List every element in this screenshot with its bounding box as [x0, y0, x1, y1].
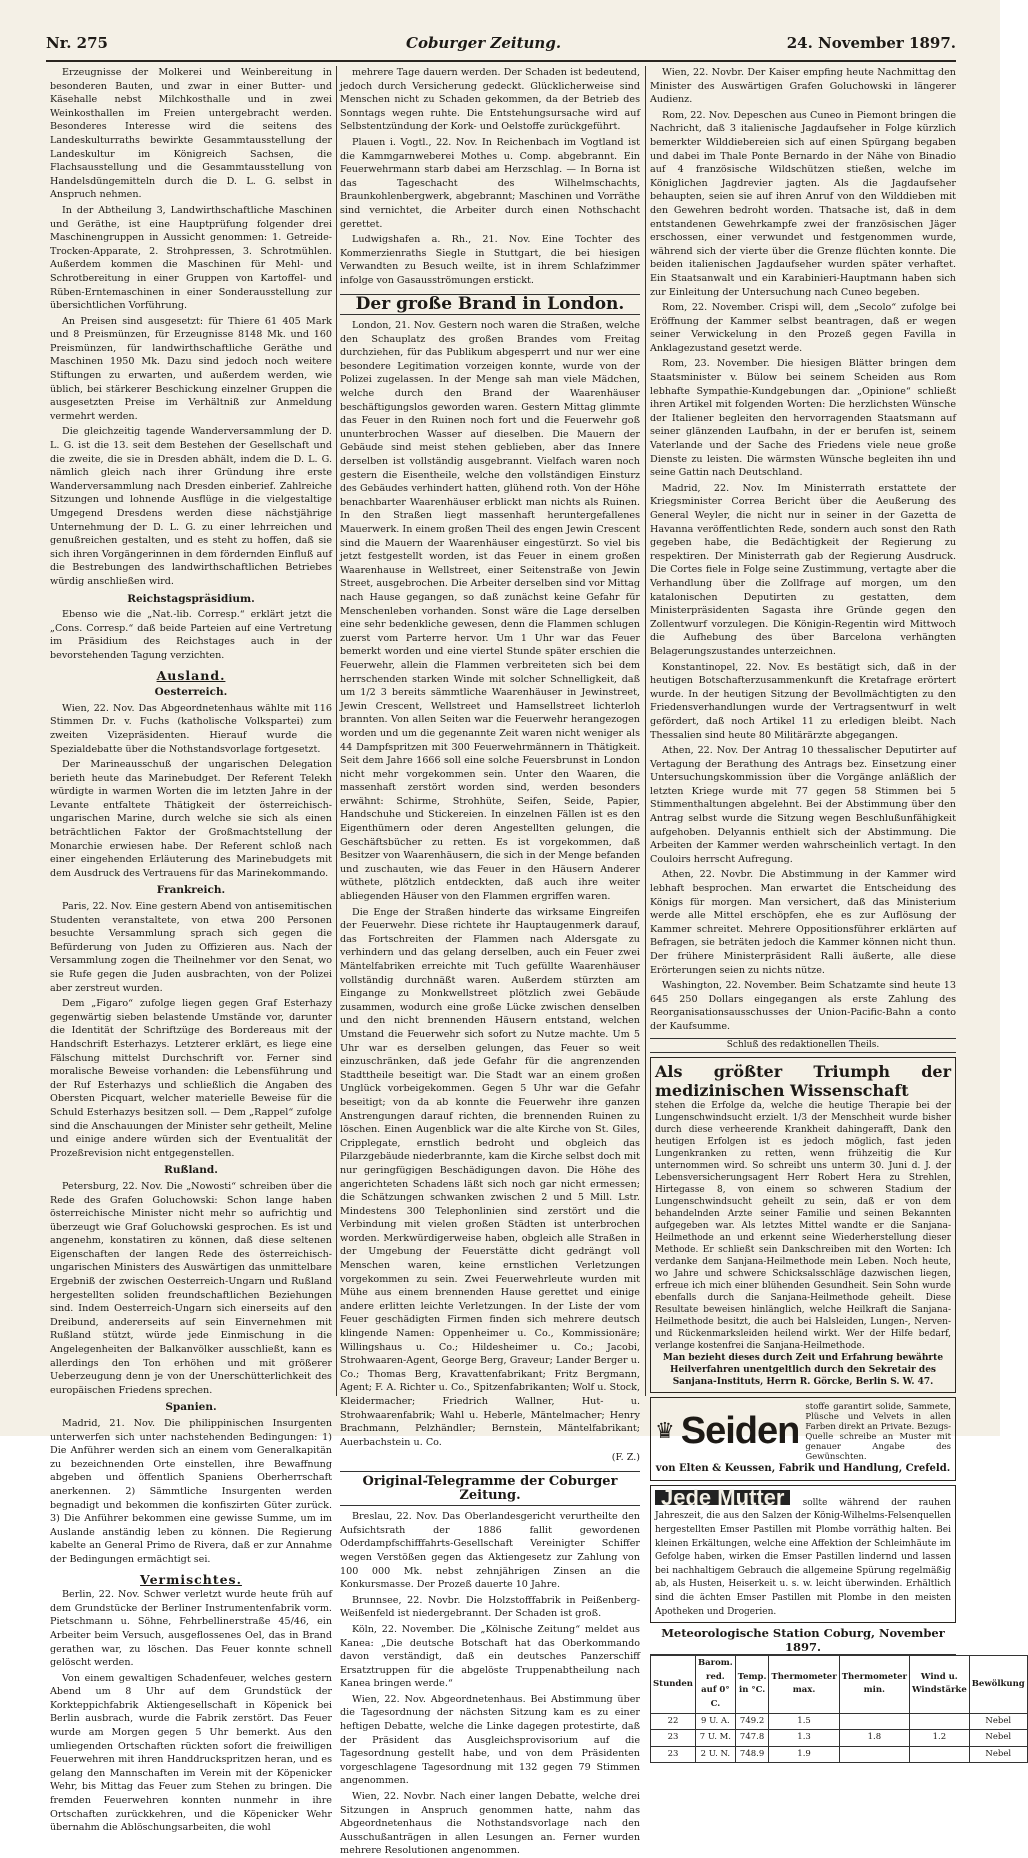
table-cell: 1.9 — [769, 1746, 839, 1763]
telegram-paragraph: Rom, 22. November. Crispi will, dem „Secolo“ zufolge bei Eröffnung der Kammer selbst beantragen, daß er wegen seiner Verwickelung in den Prozeß gegen Favilla in Anklagezustand gesetzt werde. — [650, 302, 956, 354]
ad-footer: Man bezieht dieses durch Zeit und Erfahrung bewährte Heilverfahren unentgeltlich durch den Sekretair des Sanjana-Instituts, Herrn R. Görcke, Berlin S. W. 47. — [662, 1353, 944, 1388]
table-cell: 9 U. A. — [695, 1713, 735, 1730]
issue-number: Nr. 275 — [46, 34, 108, 52]
telegram-paragraph: Brunnsee, 22. Novbr. Die Holzstofffabrik in Peißenberg-Weißenfeld ist niedergebrannt. Der Schaden ist groß. — [340, 1594, 640, 1620]
table-cell: 749.2 — [735, 1713, 769, 1730]
telegram-paragraph: Konstantinopel, 22. Nov. Es bestätigt sich, daß in der heutigen Botschafterzusammenkunft die Kretafrage erörtert wurde. In der heutigen Sitzung der Bevollmächtigten zu den Friedensverhandlungen wurde der Vertragsentwurf in welt gefördert, daß noch Artikel 11 zu erledigen bleibt. Nach Thessalien sind heute 80 Militärärzte abgegangen. — [650, 661, 956, 741]
column-2 — [340, 66, 640, 1857]
telegram-paragraph: Rom, 22. Nov. Depeschen aus Cuneo in Piemont bringen die Nachricht, daß 3 italienische Jagdaufseher in Folge kürzlich bemerkter Wilddiebereien sich auf einen Spürgang begaben und dabei im Thale Ponte Bernardo in der Nähe von Binadio auf 4 französische Wildschützen stießen, welche im Königlichen Jagdrevier jagten. Als die Jagdaufseher behaupten, seien sie auf ihren Anruf von den Wilddieben mit den Gewehren bedroht worden. Thatsache ist, daß in dem entstandenen Gewehrkampfe zwei der französischen Jäger erschossen, einer verwundet und festgenommen wurde, während sich der vierte über die Grenze flüchten konnte. Die beiden italienischen Jagdaufseher wurden später verhaftet. Ein Staatsanwalt und ein Karabinieri-Hauptmann haben sich zur Einleitung der Untersuchung nach Cuneo begeben. — [650, 109, 956, 298]
ad-headline: Seiden — [680, 1410, 800, 1453]
article-paragraph: Ebenso wie die „Nat.-lib. Corresp.“ erklärt jetzt die „Cons. Corresp.“ daß beide Parteien auf eine Vertretung im Präsidium des Reichstages auch in der bevorstehenden Tagung verzichten. — [50, 609, 332, 661]
subheading: Rußland. — [164, 1164, 218, 1177]
masthead-title: Coburger Zeitung. — [406, 34, 562, 52]
column-rule — [336, 66, 337, 1396]
ad-body: sollte während der rauhen Jahreszeit, die aus den Salzen der König-Wilhelms-Felsenquellen hergestellten Emser Pastillen mit Plombe vorräthig halten. Bei kleinen Erkältungen, welche eine Affektion der Schleimhäute im Gefolge haben, wirken die Emser Pastillen lindernd und lassen bei nachhaltigem Gebrauch die allgemeine Spürung regelmäßig ab, als Husten, Heiserkeit u. s. w. leicht überwinden. Erhältlich sind die ächten Emser Pastillen mit Plombe in den meisten Apotheken und Drogerien. — [655, 1497, 951, 1617]
article-paragraph: Petersburg, 22. Nov. Die „Nowosti“ schreiben über die Rede des Grafen Goluchowski: Schon lange haben österreichische Minister nicht mehr so aufrichtig und überzeugt wie Graf Goluchowski gesprochen. Es ist und angenehm, konstatiren zu können, daß diese seltenen Eigenschaften der langen Rede des österreichisch-ungarischen Ministers des Auswärtigen das unmittelbare Ergebniß der zwischen Oesterreich-Ungarn und Rußland hergestellten soliden freundschaftlichen Beziehungen sind. Indem Oesterreich-Ungarn sich einerseits auf den Dreibund, andererseits auf sein Einvernehmen mit Rußland stützt, würde jede Einmischung in die Angelegenheiten der Balkanvölker ausschließt, kann es allerdings den Ton erhöhen und mit größerer Ueberzeugung denn je von der Unerschütterlichkeit des europäischen Friedens sprechen. — [50, 1180, 332, 1396]
ad-headline: Jede Mutter — [655, 1490, 790, 1506]
table-cell — [909, 1713, 969, 1730]
article-paragraph: Wien, 22. Nov. Das Abgeordnetenhaus wählte mit 116 Stimmen Dr. v. Fuchs (katholische Volkspartei) zum zweiten Vizepräsidenten. Hierauf wurde die Spezialdebatte über die Nothstandsvorlage fortgesetzt. — [50, 702, 332, 755]
table-cell — [839, 1713, 909, 1730]
section-heading: Vermischtes. — [140, 1571, 242, 1587]
subheading: Oesterreich. — [154, 686, 228, 699]
article-headline: Der große Brand in London. — [340, 294, 640, 316]
telegram-paragraph: Washington, 22. November. Beim Schatzamte sind heute 13 645 250 Dollars eingegangen als erste Zahlung des Reorganisationsausschusses der Union-Pacific-Bahn a conto der Kaufsumme. — [650, 980, 956, 1032]
table-cell: 23 — [651, 1730, 696, 1747]
article-paragraph: Die Enge der Straßen hinderte das wirksame Eingreifen der Feuerwehr. Diese richtete ihr Hauptaugenmerk darauf, das Fortschreiten der Flammen nach Aldersgate zu verhindern und das gelang derselben, auch ein Feuer zwei Mäntelfabriken erreichte mit Tuch gefüllte Waarenhäuser vollständig durchnäßt waren. Außerdem stürzten am Eingange zu Monkwellstreet plötzlich zwei Gebäude zusammen, wodurch eine große Lücke zwischen denselben und den nicht brennenden Häusern entstand, welchen Umstand die Feuerwehr sich sofort zu Nutze machte. Um 5 Uhr war es derselben gelungen, das Feuer so weit einzuschränken, daß jede Gefahr für die angrenzenden Stadttheile beseitigt war. Die Stadt war an einem großen Unglück vorbeigekommen. Gegen 5 Uhr war die Gefahr beseitigt; von da ab konnte die Feuerwehr ihre ganzen Anstrengungen darauf richten, die brennenden Ruinen zu löschen. Einen Augenblick war die alte Kirche von St. Giles, Cripplegate, ernstlich bedroht und obgleich das Pilarzgebäude niederbrannte, kam die Kirche selbst doch mit nur geringfügigen Beschädigungen davon. Die Höhe des angerichteten Schadens läßt sich noch gar nicht ermessen; die Schätzungen schwanken zwischen 2 und 5 Mill. Lstr. Mindestens 300 Telephonlinien sind zerstört und die Verbindung mit vielen großen Städten ist unterbrochen worden. Merkwürdigerweise haben, obgleich alle Straßen in der Umgebung der Feuerstätte dicht gedrängt voll Menschen waren, keine ernstlichen Verletzungen vorgekommen zu sein. Zwei Feuerwehrleute wurden mit Mühe aus einem brennenden Hause gerettet und einige andere erlitten leichte Verletzungen. In der Liste der vom Feuer geschädigten Firmen finden sich mehrere deutsch klingende Namen: Oppenheimer u. Co., Kommissionäre; Willingshaus u. Co.; Hildesheimer u. Co.; Jacobi, Strohwaaren-Agent, George Berg, Graveur; Lander Berger u. Co.; Thomas Berg, Kravattenfabrikant; Fritz Bergmann, Agent; F. A. Richter u. Co., Spitzenfabrikanten; Wolf u. Stock, Kleidermacher; Friedrich Wallner, Hut- u. Strohwaarenfabrik; Wahl u. Heberle, Mäntelmacher; Henry Brachmann, Pelzhändler; Bernstein, Mäntelfabrikant; Auerbachstein u. Co. — [340, 906, 640, 1448]
article-paragraph: In der Abtheilung 3, Landwirthschaftliche Maschinen und Geräthe, ist eine Hauptprüfung folgender drei Maschinengruppen in Aussicht genommen: 1. Getreide-Trocken-Apparate, 2. Strohpressen, 3. Schrotmühlen. Außerdem kommen die Maschinen für Mehl- und Schrotbereitung in einer Gruppen von Kartoffel- und Rüben-Erntemaschinen in einer Sonderausstellung zur übersichtlichen Vorführung. — [50, 204, 332, 312]
table-cell: 7 U. M. — [695, 1730, 735, 1747]
telegram-paragraph: Wien, 22. Novbr. Nach einer langen Debatte, welche drei Sitzungen in Anspruch genommen hatte, nahm das Abgeordnetenhaus die Nothstandsvorlage nach den Ausschußanträgen in allen Lesungen an. Ferner wurden mehrere Resolutionen angenommen. — [340, 1791, 640, 1857]
advertisement-medical — [650, 1057, 956, 1393]
column-header: Stunden — [651, 1656, 696, 1713]
telegram-paragraph: Athen, 22. Nov. Der Antrag 10 thessalischer Deputirter auf Vertagung der Berathung des Antrags bez. Einsetzung einer Untersuchungskommission über die Vorgänge anläßlich der letzten Kriege wurde mit 77 gegen 58 Stimmen bei 5 Stimmenthaltungen abgelehnt. Bei der Abstimmung über den Antrag selbst wurde die Sitzung wegen Beschlußunfähigkeit aufgehoben. Delyannis enthielt sich der Abstimmung. Die Arbeiten der Kammer werden wahrscheinlich vertagt. In den Couloirs herrscht Aufregung. — [650, 745, 956, 865]
article-paragraph: Erzeugnisse der Molkerei und Weinbereitung in besonderen Bauten, und zwar in einer Butter- und Käsehalle nebst Milchkosthalle und in zwei Weinkosthallen im Freien untergebracht werden. Besonderes Interesse wird die seitens des Landeskulturraths bewirkte Gesammtausstellung der Landeskultur im Königreich Sachsen, die Flachsausstellung und die Gesammtausstellung von Handelsdüngemitteln durch die D. L. G. selbst in Anspruch nehmen. — [50, 67, 332, 201]
editorial-end-line: Schluß des redaktionellen Theils. — [650, 1038, 956, 1054]
advertisement-pastilles — [650, 1485, 956, 1623]
table-cell: 2 U. N. — [695, 1746, 735, 1763]
table-row — [651, 1746, 1028, 1763]
advertisement-silk — [650, 1397, 956, 1481]
ad-body: stoffe garantirt solide, Sammete, Plüsche und Velvets in allen Farben direkt an Private. Bezugs-Quelle schreibe an Muster mit genauer Angabe des Gewünschten. — [805, 1402, 951, 1463]
table-cell: 748.9 — [735, 1746, 769, 1763]
table-title: Meteorologische Station Coburg, November 1897. — [650, 1627, 956, 1655]
column-1 — [50, 66, 332, 1834]
table-row — [651, 1713, 1028, 1730]
article-paragraph: Paris, 22. Nov. Eine gestern Abend von antisemitischen Studenten veranstaltete, von etwa 200 Personen besuchte Versammlung sprach sich gegen die Befürderung von Juden zu Offizieren aus. Nach der Versammlung zogen die Theilnehmer vor den Senat, wo sie Rufe gegen die Juden ausbrachten, von der Polizei aber zerstreut wurden. — [50, 901, 332, 994]
ad-body: stehen die Erfolge da, welche die heutige Therapie bei der Lungenschwindsucht erzielt. 1/3 der Menschheit wurde bisher durch diese verheerende Krankheit dahingerafft, Dank den heutigen Erfolgen ist es jedoch möglich, fast jeden Lungenkranken zu retten, wenn frühzeitig die Kur unternommen wird. So schreibt uns unterm 30. Juni d. J. der Lebensversicherungsagent Herr Robert Hera zu Strehlen, Hirtegasse 8, von einem so schweren Stadium der Lungenschwindsucht geheilt zu sein, daß er von dem behandelnden Arzte seiner Familie und seinen Bekannten aufgegeben war. Als letztes Mittel wandte er die Sanjana-Heilmethode an und erkennt seine Wiederherstellung dieser Methode. Er schließt sein Dankschreiben mit den Worten: Ich verdanke dem Sanjana-Heilmethode mein Leben. Noch heute, wo Jahre und schwere Schicksalsschläge dazwischen liegen, erfreue ich mich einer blühenden Gesundheit. Sein Sohn wurde ebenfalls durch die Sanjana-Heilmethode geheilt. Diese Resultate beweisen hinlänglich, welche Heilkraft die Sanjana-Heilmethode besitzt, die auch bei Halsleiden, Lungen-, Nerven- und Rückenmarksleiden heilend wirkt. Wer der Hilfe bedarf, verlange kostenfrei die Sanjana-Heilmethode. — [655, 1101, 951, 1352]
column-header: Bewölkung — [969, 1656, 1027, 1713]
article-paragraph: London, 21. Nov. Gestern noch waren die Straßen, welche den Schauplatz des großen Brandes vom Freitag durchziehen, für das Publikum abgesperrt und nur wer eine besondere Legitimation vorzeigen konnte, wurde von der Polizei zugelassen. In der Menge sah man viele Mädchen, welche durch den Brand der Waarenhäuser beschäftigungslos geworden waren. Gestern Mittag glimmte das Feuer in den Ruinen noch fort und die Feuerwehr goß ununterbrochen Wasser auf dieselben. Die Mauern der Gebäude sind meist stehen geblieben, aber das Innere derselben ist vollständig ausgebrannt. Vielfach waren noch gestern die Eisentheile, welche den vollständigen Einsturz des Gebäudes verhindert hatten, glühend roth. Von der Höhe benachbarter Waarenhäuser erblickt man nichts als Ruinen. In den Straßen liegt massenhaft heruntergefallenes Mauerwerk. In einem großen Theil des engen Jewin Crescent sind die Mauern der Waarenhäuser eingestürzt. So viel bis jetzt festgestellt worden, ist das Feuer in einem großen Waarenhause in Wellstreet, einer Seitenstraße von Jewin Street, ausgebrochen. Die Arbeiter derselben sind vor Mittag nach Hause gegangen, so daß zunächst keine Gefahr für Menschenleben vorhanden. Sonst wäre die Lage derselben eine sehr bedenkliche gewesen, denn die Flammen schlugen zuerst vom Parterre hervor. Um 1 Uhr war das Feuer bemerkt worden und eine viertel Stunde später erschien die Feuerwehr, allein die Flammen verbreiteten sich bei dem herrschenden starken Winde mit solcher Schnelligkeit, daß um 1/2 3 bereits sämmtliche Waarenhäuser in Jewinstreet, Jewin Crescent, Wellstreet und Hamsellstreet lichterloh brannten. Von allen Seiten war die Feuerwehr herangezogen worden und um die gegenannte Zeit waren nicht weniger als 44 Dampfspritzen mit 300 Feuerwehrmännern in Thätigkeit. Seit dem Jahre 1666 soll eine solche Feuersbrunst in London nicht mehr vorgekommen sein. Unter den Waaren, die massenhaft zerstört worden sind, werden besonders erwähnt: Schirme, Strohhüte, Seifen, Seide, Papier, Handschuhe und Stickereien. In einzelnen Fällen ist es den Eigenthümern oder deren Angestellten gelungen, die Geschäftsbücher zu retten. Es ist vorgekommen, daß Besitzer von Waarenhäusern, die sich in der Menge befanden und zuschauten, wie das Feuer in den Häusern Anderer wüthete, plötzlich entdeckten, daß auch ihre weiter abliegenden Häuser von den Flammen ergriffen waren. — [340, 320, 640, 903]
telegram-paragraph: Köln, 22. November. Die „Kölnische Zeitung“ meldet aus Kanea: „Die deutsche Botschaft hat das Oberkommando davon verständigt, daß ein deutsches Panzerschiff Ersatztruppen für die abgelöste Truppenabtheilung nach Kanea bringen werde.“ — [340, 1623, 640, 1690]
article-paragraph: An Preisen sind ausgesetzt: für Thiere 61 405 Mark und 8 Preismünzen, für Erzeugnisse 8148 Mk. und 160 Preismünzen, für landwirthschaftliche Geräthe und Maschinen 1950 Mk. Dazu sind jedoch noch weitere Stiftungen zu erwarten, und außerdem werden, wie üblich, bei stärkerer Beschickung einzelner Gruppen die ausgesetzten Preise im Verhältniß zur Anmeldung vermehrt werden. — [50, 315, 332, 422]
table-cell: Nebel — [969, 1713, 1027, 1730]
table-cell: 1.5 — [769, 1713, 839, 1730]
column-header: Thermometer max. — [769, 1656, 839, 1713]
page-header — [46, 30, 956, 62]
telegram-paragraph: Wien, 22. Novbr. Der Kaiser empfing heute Nachmittag den Minister des Auswärtigen Grafen Goluchowski in längerer Audienz. — [650, 67, 956, 106]
article-paragraph: Von einem gewaltigen Schadenfeuer, welches gestern Abend um 8 Uhr auf dem Grundstück der Korkteppichfabrik Aktiengesellschaft in Köpenick bei Berlin ausbrach, wurde die Fabrik zerstört. Das Feuer wurde am Morgen gegen 5 Uhr bemerkt. Aus den umliegenden Ortschaften rückten sofort die freiwilligen Feuerwehren mit ihren Handdruckspritzen heran, und es gelang den Mannschaften im Verein mit der Köpenicker Wehr, bis Mittag das Feuer zum Stehen zu bringen. Die fremden Feuerwehren konnten nunmehr in ihre Ortschaften zurückkehren, und die Köpenicker Wehr übernahm die Ablöschungsarbeiten, die wohl — [50, 1672, 332, 1834]
column-rule — [645, 66, 646, 1396]
column-header: Wind u. Windstärke — [909, 1656, 969, 1713]
column-header: Temp. in °C. — [735, 1656, 769, 1713]
telegram-paragraph: Wien, 22. Nov. Abgeordnetenhaus. Bei Abstimmung über die Tagesordnung der nächsten Sitzung kam es zu einer heftigen Debatte, welche die Linke dagegen protestirte, daß der Präsident das Ausgleichsprovisorium auf die Tagesordnung gestellt habe, und von dem Präsidenten vorgeschlagene Tagesordnung mit 132 gegen 79 Stimmen angenommen. — [340, 1693, 640, 1787]
article-signature: (F. Z.) — [611, 1452, 640, 1464]
table-cell: 1.2 — [909, 1730, 969, 1747]
table-row — [651, 1730, 1028, 1747]
telegram-paragraph: Athen, 22. Novbr. Die Abstimmung in der Kammer wird lebhaft besprochen. Man erwartet die Entscheidung des Königs für morgen. Man versichert, daß das Ministerium werde alle Mittel erschöpfen, ehe es zur Auflösung der Kammer schreitet. Mehrere Oppositionsführer erklärten auf Befragen, sie beträten jedoch die Kammer können nicht thun. Der frühere Ministerpräsident Ralli äußerte, alle diese Erörterungen seien zu nichts nütze. — [650, 869, 956, 976]
table-cell: 1.8 — [839, 1730, 909, 1747]
table-cell: Nebel — [969, 1730, 1027, 1747]
table-cell: 1.3 — [769, 1730, 839, 1747]
table-cell: 23 — [651, 1746, 696, 1763]
article-paragraph: Der Marineausschuß der ungarischen Delegation berieth heute das Marinebudget. Der Referent Telekh würdigte in warmen Worten die im letzten Jahre in der Levante entfaltete Thätigkeit der österreichisch-ungarischen Marine, durch welche sie sich als einen beträchtlichen Faktor der Großmachtstellung der Monarchie erwiesen habe. Der Referent schloß nach einer eingehenden Erläuterung des Marinebudgets mit dem Ausdruck des Vertrauens für das Marinekommando. — [50, 759, 332, 879]
weather-station-table — [650, 1626, 1025, 1763]
article-paragraph: Madrid, 21. Nov. Die philippinischen Insurgenten unterwerfen sich unter nachstehenden Bedingungen: 1) Die Anführer werden sich an einem vom Generalkapitän zu bezeichnenden Orte einstellen, ihre Bewaffnung abgeben und öffentlich Spaniens Oberherrschaft anerkennen. 2) Sämmtliche Insurgenten werden begnadigt und bekommen die konfiszirten Güter zurück. 3) Die Anführer bekommen eine gewisse Summe, um im Auslande anständig leben zu können. Die Regierung kabelte an General Primo de Rivera, daß er zur Annahme der Bedingungen ermächtigt sei. — [50, 1418, 332, 1565]
subheading: Reichstagspräsidium. — [127, 592, 255, 605]
section-heading: Ausland. — [156, 667, 226, 683]
column-header: Barom. red. auf 0° C. — [695, 1656, 735, 1713]
telegram-heading: Original-Telegramme der Coburger Zeitung. — [340, 1471, 640, 1506]
article-paragraph: Ludwigshafen a. Rh., 21. Nov. Eine Tochter des Kommerzienraths Siegle in Stuttgart, die bei hiesigen Verwandten zu Besuch weilte, ist in ihrem Schlafzimmer infolge von Gasausströmungen erstickt. — [340, 234, 640, 286]
telegram-paragraph: Rom, 23. November. Die hiesigen Blätter bringen dem Staatsminister v. Bülow bei seinem Scheiden aus Rom lebhafte Sympathie-Kundgebungen dar. „Opinione“ schließt ihren Artikel mit folgenden Worten: Die herzlichsten Wünsche der Italiener begleiten den hervorragenden Staatsmann auf seiner glänzenden Laufbahn, in der er berufen ist, seinem Vaterlande und der Sache des Friedens viele neue große Dienste zu leisten. Die wärmsten Wünsche begleiten ihn und seine Gattin nach Deutschland. — [650, 358, 956, 479]
subheading: Frankreich. — [156, 884, 226, 897]
article-paragraph: mehrere Tage dauern werden. Der Schaden ist bedeutend, jedoch durch Versicherung gedeckt. Glücklicherweise sind Menschen nicht zu Schaden gekommen, da der Betrieb des Sonntags wegen ruhte. Die Entstehungsursache wird auf Selbstentzündung der Kork- und Oelstoffe zurückgeführt. — [340, 67, 640, 133]
telegram-paragraph: Madrid, 22. Nov. Im Ministerrath erstattete der Kriegsminister Correa Bericht über die Aeußerung des General Weyler, die nicht nur in seiner in der Gazetta de Havanna veröffentlichten Rede, sondern auch sonst den Rath gegeben habe, die Bedächtigkeit der Regierung zu respektiren. Der Ministerrath gab der Regierung Ausdruck. Die Cortes fiele in Folge seine Zustimmung, vertagte aber die Verhandlung über die Zollfrage auf morgen, um den katalonischen Deputirten zu gestatten, dem Ministerpräsidenten Sagasta ihre Gründe gegen den Zollentwurf vorzulegen. Die Königin-Regentin wird Mittwoch die Aufhebung des über Barcelona verhängten Belagerungszustandes unterzeichnen. — [650, 482, 956, 657]
ad-headline: Als größter Triumph der medizinischen Wissenschaft — [655, 1062, 951, 1101]
column-header: Thermometer min. — [839, 1656, 909, 1713]
table-cell: 22 — [651, 1713, 696, 1730]
article-paragraph: Berlin, 22. Nov. Schwer verletzt wurde heute früh auf dem Grundstücke der Berliner Instrumentenfabrik vorm. Pietschmann u. Söhne, Fehrbellinerstraße 45/46, ein Arbeiter beim Versuch, ausgeflossenes Oel, das in Brand gerathen war, zu löschen. Das Feuer konnte schnell gelöscht werden. — [50, 1589, 332, 1669]
table-cell — [839, 1746, 909, 1763]
issue-date: 24. November 1897. — [786, 34, 956, 52]
article-paragraph: Plauen i. Vogtl., 22. Nov. In Reichenbach im Vogtland ist die Kammgarnweberei Mothes u. Comp. abgebrannt. Ein Feuerwehrmann starb dabei am Herzschlag. — In Borna ist das Tageschacht des Wilhelmschachts, Braunkohlenbergwerk, abgebrannt; Maschinen und Vorräthe sind vernichtet, die Arbeiter durch einen Nothschacht gerettet. — [340, 136, 640, 230]
article-paragraph: Dem „Figaro“ zufolge liegen gegen Graf Esterhazy gegenwärtig sieben belastende Umstände vor, darunter die Identität der Schriftzüge des Bordereaus mit der Handschrift Esterhazys. Letzterer erklärt, es liege eine Fälschung mittelst Durchschrift vor. Ferner sind moralische Beweise vorhanden: die Lebensführung und der Ruf Esterhazys und schließlich die Angaben des Obersten Picquart, welcher materielle Beweise für die Schuld Esterhazys besitzen soll. — Dem „Rappel“ zufolge sind die Anschauungen der Minister sehr getheilt, Meline und einige andere würden sich der Eventualität der Prozeßrevision nicht entgegenstellen. — [50, 998, 332, 1159]
table-cell: Nebel — [969, 1746, 1027, 1763]
table-cell: 747.8 — [735, 1730, 769, 1747]
telegram-paragraph: Breslau, 22. Nov. Das Oberlandesgericht verurtheilte den Aufsichtsrath der 1886 fallit gewordenen Oderdampfschifffahrts-Gesellschaft Vereinigter Schiffer wegen Verstößen gegen das Aktiengesetz zur Zahlung von 100 000 Mk. nebst zehnjährigen Zinsen an die Konkursmasse. Der Prozeß dauerte 10 Jahre. — [340, 1511, 640, 1591]
column-3 — [650, 66, 1025, 1759]
ad-footer: von Elten & Keussen, Fabrik und Handlung, Crefeld. — [655, 1463, 951, 1475]
table-cell — [909, 1746, 969, 1763]
crown-icon: ♛ — [655, 1419, 675, 1445]
subheading: Spanien. — [165, 1401, 217, 1414]
article-paragraph: Die gleichzeitig tagende Wanderversammlung der D. L. G. ist die 13. seit dem Bestehen der Gesellschaft und die zweite, die sie in Dresden abhält, indem die D. L. G. nämlich gleich nach ihrer Gründung ihre erste Wanderversammlung nach Dresden einberief. Zahlreiche Sitzungen und lohnende Ausflüge in die vielgestaltige Umgegend Dresdens werden diese nächstjährige Unternehmung der D. L. G. zu einer lehrreichen und genußreichen gestalten, und es steht zu hoffen, daß sie sich ihren Vorgängerinnen in dem fördernden Einfluß auf die Bestrebungen des landwirthschaftlichen Betriebes würdig anschließen wird. — [50, 426, 332, 587]
